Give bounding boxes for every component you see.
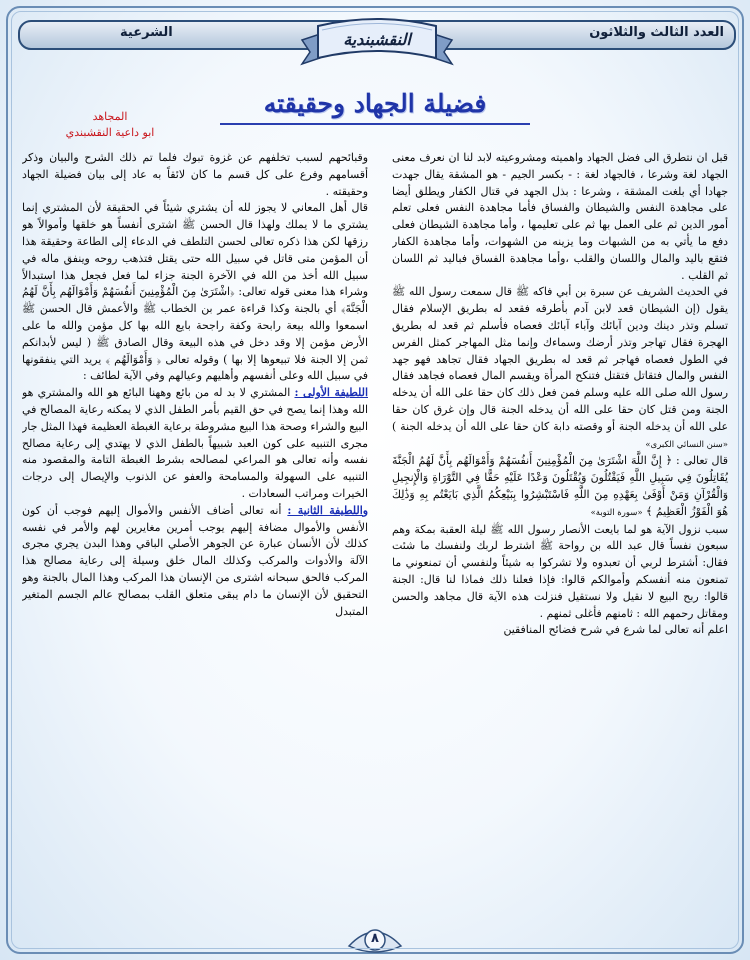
column-left bbox=[22, 150, 368, 925]
page-number: ٨ bbox=[371, 931, 379, 946]
paragraph bbox=[22, 503, 368, 621]
article-title: فضيلة الجهاد وحقيقته bbox=[263, 89, 487, 118]
section-label: الشرعية bbox=[120, 25, 173, 40]
quran-verse: قال تعالى : ﴿ إِنَّ اللَّهَ اشْتَرَىٰ مِنَ الْمُؤْمِنِينَ أَنفُسَهُمْ وَأَمْوَالَهُم بِأَنَّ لَهُمُ الْجَنَّةَ يُقَاتِلُونَ فِي سَبِيلِ اللَّهِ فَيَقْتُلُونَ وَيُقْتَلُونَ وَعْدًا عَلَيْهِ حَقًّا فِي التَّوْرَاةِ وَالْإِنجِيلِ وَالْقُرْآنِ وَمَنْ أَوْفَىٰ بِعَهْدِهِ مِنَ اللَّهِ فَاسْتَبْشِرُوا بِبَيْعِكُمُ الَّذِي بَايَعْتُم بِهِ وَذَٰلِكَ هُوَ الْفَوْزُ الْعَظِيمُ ﴾ bbox=[392, 454, 728, 518]
source-ref: «سنن النسائي الكبرى» bbox=[645, 439, 728, 450]
paragraph bbox=[392, 284, 728, 453]
title-underline bbox=[220, 123, 530, 125]
paragraph bbox=[22, 385, 368, 503]
hadith-text: في الحديث الشريف عن سبرة بن أبي فاكه ﷺ قال سمعت رسول الله ﷺ يقول (إن الشيطان قعد لابن آدم بأطرقه فقعد له بطريق الإسلام فقال تسلم وتذر دينك ودين آبائك وآباء آبائك فعصاه فأسلم ثم قعد له بطريق الهجرة فقال تهاجر وتذر أرضك وسماءك وإنما مثل المهاجر كمثل الفرس في الطول فعصاه فهاجر ثم قعد له بطريق الجهاد فقال تجاهد فهو جهد النفس والمال فتقاتل فتقتل فتنكح المرأة ويقسم المال فعصاه فجاهد فقال رسول الله صلى الله عليه وسلم فمن فعل ذلك كان حقا على الله أن يدخله الجنة ومن قتل كان حقا على الله أن يدخله الجنة قال وإن غرق كان حقا على الله أن يدخله الجنة أو وقصته دابة كان حقا على الله أن يدخله الجنة ) bbox=[392, 285, 728, 433]
column-right bbox=[392, 150, 728, 925]
author-name: ابو داعية النقشبندي bbox=[65, 126, 155, 139]
paragraph: قال أهل المعاني لا يجوز لله أن يشتري شيئاً في الحقيقة لأن المشتري إنما يشتري ما لا يملك ولهذا قال الحسن ﷺ اشترى أنفساً هو خلقها وأموالاً هو رزقها لكن هذا ذكره تعالى لحسن التلطف في الدعاء إلى الطاعة وحقيقة هذا أن المؤمن متى قاتل في سبيل الله حتى يقتل فتذهب روحه وينفق ماله في سبيل الله أخذ من الله في الآخرة الجنة جزاء لما فعل فجعل هذا استبدالاً وشراء هذا معنى قوله تعالى: ﴿اشْتَرَىٰ مِنَ الْمُؤْمِنِينَ أَنفُسَهُمْ وَأَمْوَالَهُم بِأَنَّ لَهُمُ الْجَنَّةَ﴾ أي بالجنة وكذا قراءة عمر بن الخطاب ﷺ والأعمش قال الحسن ﷺ اسمعوا والله بيعة رابحة وكفة راجحة بايع الله بها كل مؤمن والله ما على الأرض مؤمن إلا وقد دخل في هذه البيعة وقال الصادق ﷺ ( ليس لأبدانكم ثمن إلا الجنة فلا تبيعوها إلا بها ) وقوله تعالى ﴿ وَأَمْوَالَهُم ﴾ يريد التي ينفقونها في سبيل الله وعلى أنفسهم وأهليهم وعيالهم وفي الآية لطائف : bbox=[22, 201, 368, 383]
issue-label: العدد الثالث والثلاثون bbox=[589, 25, 724, 40]
subheading: اللطيفة الأولى : bbox=[294, 386, 368, 400]
paragraph: اعلم أنه تعالى لما شرع في شرح فضائح المنافقين bbox=[503, 623, 728, 637]
paragraph-text: المشتري لا بد له من بائع وههنا البائع هو الله والمشتري هو الله وهذا إنما يصح في حق القيم بأمر الطفل الذي لا يمكنه رعاية المصالح في البيع والشراء وصحة هذا البيع مشروطة برعاية الغبطة العظيمة فهذا المثل جار مجرى التنبيه على كون العبد شبيهاً بالطفل الذي لا يهتدي إلى رعاية مصالح نفسه وأنه تعالى هو المراعي لمصالحه بشرط الغبطة التامة والمقصود منه التنبيه على السهولة والمسامحة والعفو عن الذنوب والإيصال إلى درجات الخيرات ومراتب السعادات . bbox=[22, 386, 368, 500]
paragraph: وقبائحهم لسبب تخلفهم عن غزوة تبوك فلما تم ذلك الشرح والبيان وذكر أقسامهم وفرع على كل قسم ما كان لائقاً به عاد إلى بيان فضيلة الجهاد وحقيقته . bbox=[22, 151, 368, 198]
banner-title: النقشبندية bbox=[343, 30, 411, 49]
source-ref: «سورة التوبة» bbox=[590, 507, 643, 518]
paragraph bbox=[392, 453, 728, 521]
subheading: واللطيفة الثانية : bbox=[287, 503, 368, 517]
paragraph: سبب نزول الآية هو لما بايعت الأنصار رسول الله ﷺ ليلة العقبة بمكة وهم سبعون نفساً قال عبد الله بن رواحة ﷺ اشترط لربك ولنفسك ما شئت فقال: أشترط لربي أن تعبدوه ولا تشركوا به شيئاً ولنفسي أن تمنعوني ما تمنعون منه أنفسكم وأموالكم قالوا: فإذا فعلنا ذلك فماذا لنا قال: الجنة قالوا: ربح البيع لا نقيل ولا نستقيل فنزلت هذه الآية قال مجاهد والحسن ومقاتل رحمهم الله : ثامنهم فأغلى ثمنهم . bbox=[392, 522, 728, 620]
author-role: المجاهد bbox=[92, 110, 128, 123]
paragraph-text: أنه تعالى أضاف الأنفس والأموال إليهم فوجب أن كون الأنفس والأموال مضافة إليهم يوجب أمرين مغايرين لهم والأمر في نفسه كذلك لأن الأنسان عبارة عن الجوهر الأصلي الباقي وهذا البدن يجري مجرى الآلة والأدوات والمركب وكذلك المال خلق وسيلة إلى رعاية مصالح هذا المركب فالحق سبحانه اشترى من الإنسان هذا المركب وهذا المال بالجنة وهو التحقيق لأن الإنسان ما دام يبقى متعلق القلب بمصالح عالم الجسم المتغير المتبدل bbox=[22, 503, 368, 618]
paragraph: قبل ان نتطرق الى فضل الجهاد واهميته ومشروعيته لابد لنا ان نعرف معنى الجهاد لغة وشرعا ، فالجهاد لغة : - بكسر الجيم - هو المشقة يقال جهدت جهادا أي بلغت المشقة ، وشرعا : بذل الجهد في قتال الكفار ويطلق أيضا على مجاهدة النفس والشيطان والفساق فأما مجاهدة النفس فعلى تعلم أمور الدين ثم على العمل بها ثم على تعليمها ، وأما مجاهدة الشيطان فعلى دفع ما يأتي به من الشبهات وما يزينه من الشهوات، وأما مجاهدة الكفار فتقع باليد والمال واللسان والقلب ،وأما مجاهدة الفساق فباليد ثم اللسان ثم القلب . bbox=[392, 151, 728, 282]
